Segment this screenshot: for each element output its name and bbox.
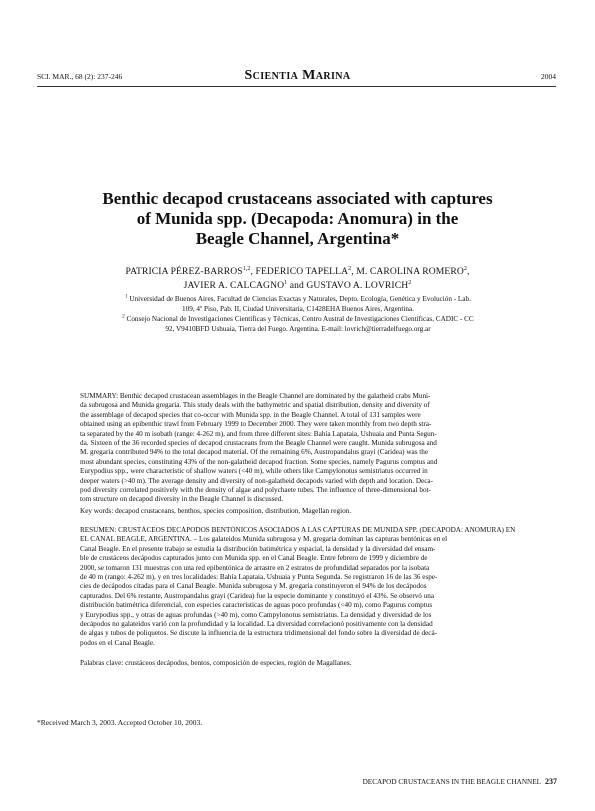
text-line: tom structure on decapod diversity in the Beagle Channel is discussed. [80,495,284,504]
text-line: 2000, se tomaron 131 muestras con una red epibentónica de arrastre en 2 estratos de profundidad separados por la isobata [80,563,430,572]
text-line: da subrugosa and Munida gregaria. This study deals with the bathymetric and spatial distribution, density and diversity of [80,401,430,410]
header-year: 2004 [541,72,556,81]
running-title: DECAPOD CRUSTACEANS IN THE BEAGLE CHANNEL [362,778,541,786]
palabras-clave: Palabras clave: crustáceos decápodos, bentos, composición de especies, región de Magallanes. [80,659,352,667]
title-line: Beagle Channel, Argentina* [195,229,400,248]
page-number: 237 [545,777,557,786]
text-line: cies de decápodos citadas para el Canal Beagle. Munida subrugosa y M. gregaria constituyeron el 94% de los decápodos [80,582,427,591]
text-line: Eurypodius spp., were characteristic of shallow waters (<40 m), while others like Campylonotus semistriatus occurred in [80,467,428,476]
text-line: ta separated by the 40 m isobath (range: 4-262 m), and from three different sites: Bahía Lapataia, Ushuaia and Punta Segun- [80,429,437,438]
summary [80,392,515,505]
text-line: ble de crustáceos decápodos capturados junto con Munida spp. en el Canal Beagle. Entre febrero de 1999 y diciembre de [80,554,428,563]
article-title [60,189,535,249]
text-line: da. Sixteen of the 36 recorded species of decapod crustaceans from the Beagle Channel were caught. Munida subrugosa and [80,439,437,448]
text-line: y Eurypodius spp., y otras de aguas profundas (>40 m), como Campylonotus semistriatus. La densidad y diversidad de los [80,610,432,619]
header-citation: SCI. MAR., 68 (2): 237-246 [37,72,123,81]
header-rule [37,86,556,87]
text-line: obtained using an epibenthic trawl from February 1999 to December 2000. They were taken monthly from two depth stra- [80,420,432,429]
text-line: podos en el Canal Beagle. [80,638,155,647]
text-line: RESUMEN: CRUSTÁCEOS DECÁPODOS BENTÓNICOS ASOCIADOS A LAS CAPTURAS DE MUNIDA SPP. (DECAPODA: ANOMURA) EN [80,526,515,534]
text-line: capturados. Del 6% restante, Austropandalus grayi (Caridea) fue la especie dominante y constituyó el 43%. Se observó una [80,591,435,600]
text-line: M. gregaria contributed 94% to the total decapod material. Of the remaining 6%, Austropandalus grayi (Caridea) was the [80,448,429,457]
title-line: Benthic decapod crustaceans associated with captures [102,189,493,208]
text-line: deeper waters (>40 m). The average density and diversity of non-galatheid decapods varied with depth and location. Deca- [80,476,433,485]
author-line: PATRICIA PÉREZ-BARROS$^{1,2}$, FEDERICO TAPELLA$^2$, M. CAROLINA ROMERO$^2$, [125,265,470,277]
affiliation-line: $^1$ Universidad de Buenos Aires, Facultad de Ciencias Exactas y Naturales, Depto. Ecología, Genética y Evolución - Lab. [125,294,471,303]
journal-title: Scientia Marina [244,68,351,83]
resumen [80,526,515,648]
text-line: most abundant species, constituting 43% of the non-galatheid decapod fraction. Some species, namely Pagurus comptus and [80,457,438,466]
keywords: Key words: decapod crustaceans, benthos, species composition, distribution, Magellan region. [80,507,352,515]
title-line: of Munida spp. (Decapoda: Anomura) in the [136,209,459,228]
text-line: de 40 m (rango: 4-262 m), y en tres localidades: Bahía Lapataia, Ushuaia y Punta Segunda. Se registraron 16 de las 36 espe- [80,573,438,582]
page-footer [363,777,557,786]
text-line: distribución batimétrica diferencial, con especies características de aguas poco profundas (<40 m), como Pagurus comptus [80,601,433,610]
text-line: de algas y tubos de poliquetos. Se discute la influencia de la estructura tridimensional del fondo sobre la diversidad de decá- [80,629,438,638]
text-line: pod diversity correlated positively with the density of algae and polychaete tubes. The influence of three-dimensional bot- [80,486,431,495]
text-line: EL CANAL BEAGLE, ARGENTINA. – Los galateidos Munida subrugosa y M. gregaria dominan las capturas bentónicas en el [80,535,448,544]
text-line: the assemblage of decapod species that co-occur with Munida spp. in the Beagle Channel. A total of 131 samples were [80,410,421,419]
author-list [60,265,535,293]
text-line: Canal Beagle. En el presente trabajo se estudia la distribución batimétrica y espacial, la densidad y la diversidad del ensam- [80,544,436,553]
affiliation-line: 92, V9410BFD Ushuaia, Tierra del Fuego. Argentina. E-mail: lovrich@tierradelfuego.org.ar [165,325,431,333]
affiliation-line: $^2$ Consejo Nacional de Investigaciones Científicas y Técnicas, Centro Austral de Investigaciones Científicas, CADIC - CC [122,314,474,323]
affiliation-line: 109, 4º Piso, Pab. II, Ciudad Universitaria, C1428EHA Buenos Aires, Argentina. [182,305,414,313]
author-line: JAVIER A. CALCAGNO$^1$ and GUSTAVO A. LOVRICH$^2$ [183,279,412,291]
received-footnote: *Received March 3, 2003. Accepted October 10, 2003. [37,718,203,727]
affiliations [76,294,520,334]
text-line: decápodos no galateidos varió con la profundidad y la localidad. La diversidad correlacionó positivamente con la densidad [80,620,433,629]
text-line: SUMMARY: Benthic decapod crustacean assemblages in the Beagle Channel are dominated by the galatheid crabs Muni- [80,392,431,400]
